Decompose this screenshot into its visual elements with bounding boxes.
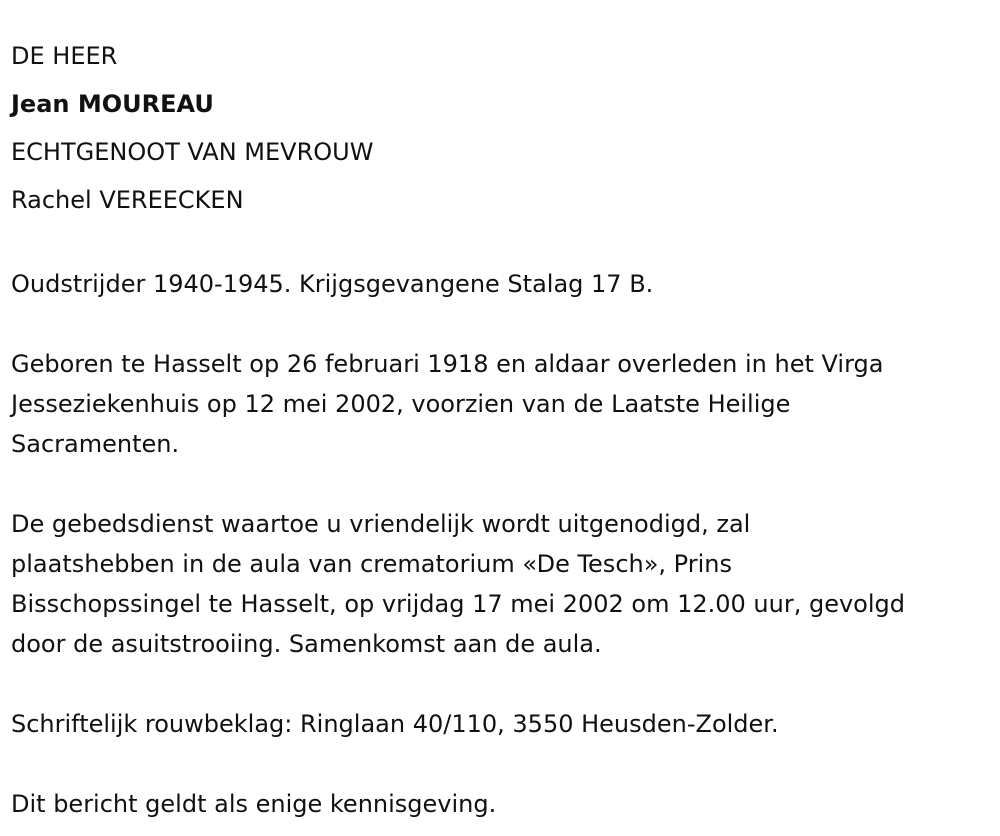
service-line-2: plaatshebben in de aula van crematorium «De Tesch», Prins <box>11 550 732 578</box>
service-line-4: door de asuitstrooiing. Samenkomst aan de aula. <box>11 630 602 658</box>
closing-line: Dit bericht geldt als enige kennisgeving. <box>11 790 497 818</box>
birth-paragraph <box>11 344 986 464</box>
death-notice <box>11 0 986 824</box>
spouse-line: ECHTGENOOT VAN MEVROUW <box>11 138 374 166</box>
service-line-3: Bisschopssingel te Hasselt, op vrijdag 17 mei 2002 om 12.00 uur, gevolgd <box>11 590 905 618</box>
service-paragraph <box>11 504 986 664</box>
service-line-1: De gebedsdienst waartoe u vriendelijk wordt uitgenodigd, zal <box>11 510 751 538</box>
birth-line-3: Sacramenten. <box>11 430 180 458</box>
header-block <box>11 0 986 224</box>
birth-line-1: Geboren te Hasselt op 26 februari 1918 en aldaar overleden in het Virga <box>11 350 884 378</box>
closing-paragraph <box>11 784 986 824</box>
veteran-line: Oudstrijder 1940-1945. Krijgsgevangene Stalag 17 B. <box>11 270 654 298</box>
spouse-name: Rachel VEREECKEN <box>11 186 244 214</box>
veteran-paragraph <box>11 264 986 304</box>
condolence-line: Schriftelijk rouwbeklag: Ringlaan 40/110, 3550 Heusden-Zolder. <box>11 710 779 738</box>
condolence-paragraph <box>11 704 986 744</box>
deceased-name: Jean MOUREAU <box>11 90 214 118</box>
birth-line-2: Jesseziekenhuis op 12 mei 2002, voorzien van de Laatste Heilige <box>11 390 791 418</box>
title-line: DE HEER <box>11 42 118 70</box>
